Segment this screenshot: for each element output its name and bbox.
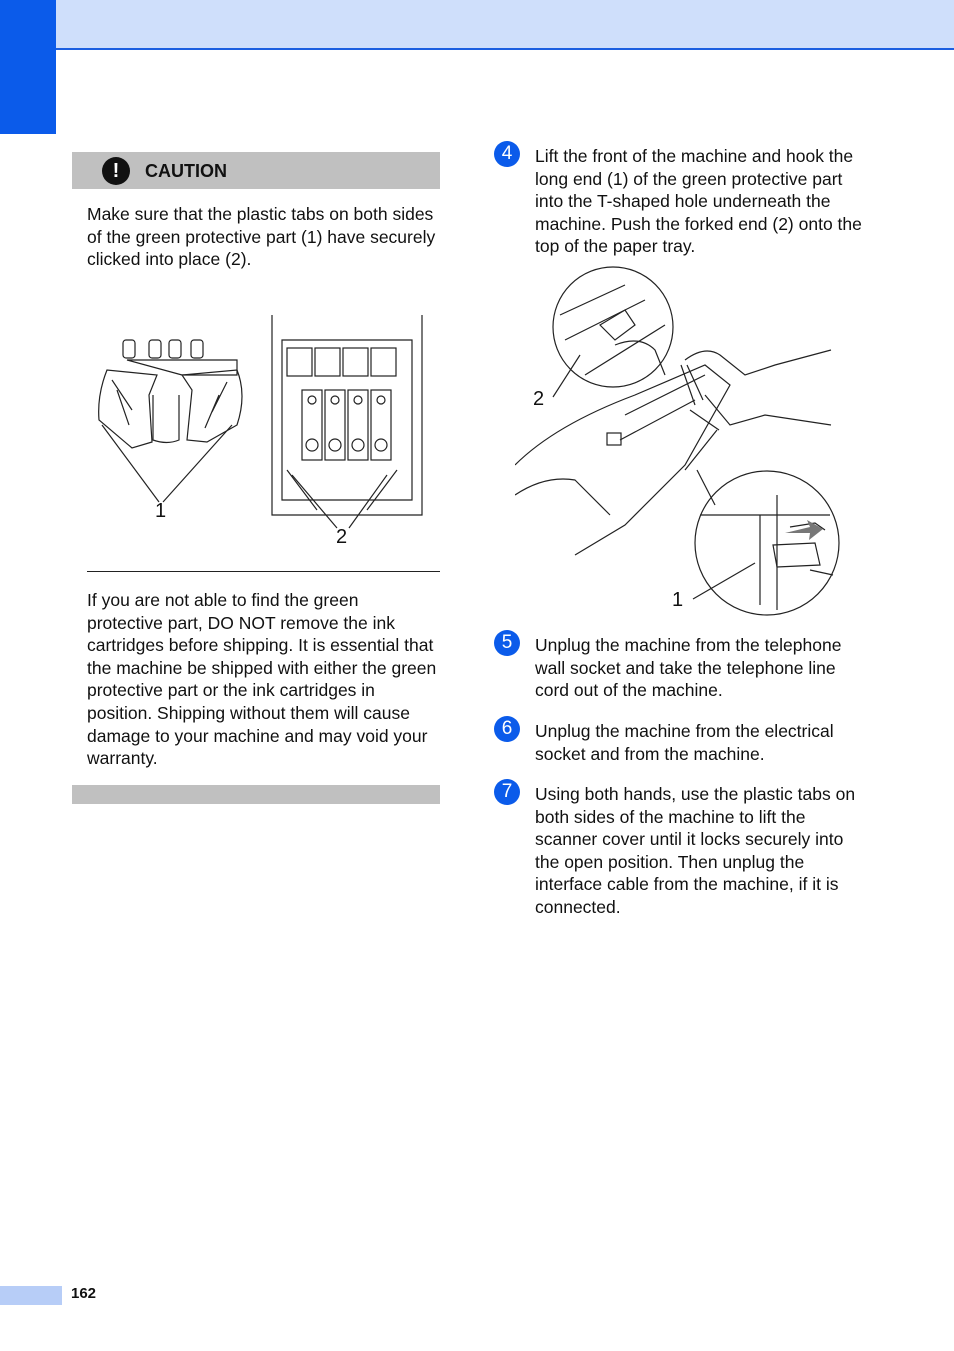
step-7-number: 7: [494, 779, 520, 805]
exclamation-icon: !: [102, 157, 130, 185]
page-number: 162: [71, 1285, 97, 1302]
step-7-text: Using both hands, use the plastic tabs on both sides of the machine to lift the scanner cover until it locks securely into the open position. Then unplug the interface cable from the machine, if it is connected.: [535, 784, 856, 917]
arrow-icon: [785, 520, 823, 540]
step-6-number: 6: [494, 716, 520, 742]
caution-divider: [87, 571, 440, 572]
page-number-tab: [0, 1286, 62, 1305]
machine-hooking-illustration: [515, 265, 845, 617]
step-4-text: Lift the front of the machine and hook the long end (1) of the green protective part into the T-shaped hole underneath the machine. Push the forked end (2) onto the top of the paper tray.: [535, 146, 862, 257]
protective-part-illustration: [87, 300, 440, 550]
caution-end-bar: [72, 785, 440, 804]
header-band: [56, 0, 954, 50]
right-figure-callout-2: 2: [533, 388, 545, 410]
caution-note-text: If you are not able to find the green protective part, DO NOT remove the ink cartridges before shipping. It is essential that the machine be shipped with either the green protective part or the ink cartridges in position. Shipping without them will cause damage to your machine and may void your warranty.: [87, 590, 437, 769]
caution-label: CAUTION: [145, 161, 227, 181]
step-5-number: 5: [494, 630, 520, 656]
right-figure-callout-1: 1: [672, 589, 684, 611]
step-4-number: 4: [494, 141, 520, 167]
left-figure-callout-2: 2: [336, 526, 348, 548]
caution-intro-text: Make sure that the plastic tabs on both sides of the green protective part (1) have securely clicked into place (2).: [87, 204, 436, 270]
step-5-text: Unplug the machine from the telephone wall socket and take the telephone line cord out of the machine.: [535, 635, 842, 701]
chapter-tab: [0, 0, 56, 134]
step-6-text: Unplug the machine from the electrical socket and from the machine.: [535, 721, 834, 764]
left-figure-callout-1: 1: [155, 500, 167, 522]
caution-header: [72, 152, 440, 189]
